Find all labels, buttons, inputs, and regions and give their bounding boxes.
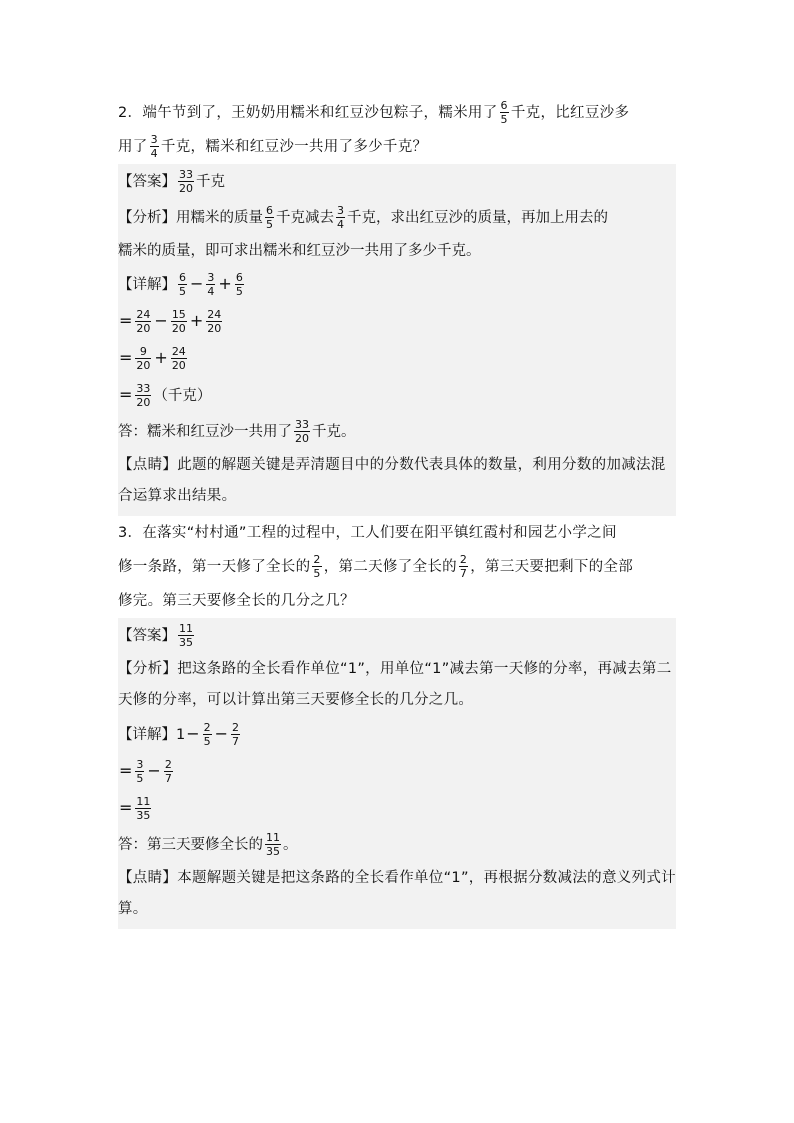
fraction [203, 721, 212, 748]
numerator: 33 [179, 167, 193, 181]
denominator: 5 [313, 566, 321, 580]
question-2-line-1 [118, 96, 676, 130]
denominator: 35 [136, 808, 151, 822]
comment-text: 本题解题关键是把这条路的全长看作单位“1”，再根据分数减法的意义列式计算。 [118, 870, 676, 917]
analysis-tag: 【分析】 [118, 661, 178, 677]
question-text: 千克，糯米和红豆沙一共用了多少千克？ [160, 139, 428, 155]
fraction [171, 345, 187, 372]
comment-tag: 【点睛】 [118, 457, 178, 473]
number-one: 1 [176, 727, 186, 743]
equals-sign: = [119, 348, 133, 367]
solution-block-q3 [118, 618, 676, 929]
denominator: 5 [235, 284, 243, 298]
denominator: 7 [459, 566, 468, 580]
fraction [231, 721, 240, 748]
numerator: 3 [337, 203, 344, 217]
minus-sign: − [190, 274, 204, 293]
question-text: 修一条路，第一天修了全长的 [118, 559, 311, 575]
minus-sign: − [147, 761, 161, 780]
equals-sign: = [119, 798, 133, 817]
numerator: 9 [139, 344, 147, 358]
detail-step-1 [118, 716, 676, 753]
analysis-row [118, 654, 676, 716]
numerator: 2 [164, 757, 172, 771]
denominator: 35 [266, 844, 280, 858]
question-text: 千克，比红豆沙多 [510, 105, 630, 121]
answer-row [118, 164, 676, 200]
detail-step-2 [118, 753, 676, 790]
numerator: 2 [203, 720, 211, 734]
denominator: 7 [232, 734, 240, 748]
fraction [206, 271, 215, 298]
numerator: 11 [179, 621, 193, 635]
fraction [135, 382, 151, 409]
numerator: 6 [266, 203, 273, 217]
detail-step-3 [118, 790, 676, 827]
comment-tag: 【点睛】 [118, 870, 178, 886]
comment-text: 此题的解题关键是弄清题目中的分数代表具体的数量，利用分数的加减法混合运算求出结果。 [118, 457, 666, 504]
analysis-row-2 [118, 236, 676, 266]
equals-sign: = [119, 385, 133, 404]
numerator: 3 [136, 757, 144, 771]
answer-unit: 千克 [196, 174, 225, 190]
fraction [135, 758, 144, 785]
question-3-line-2 [118, 550, 676, 584]
denominator: 20 [179, 181, 193, 195]
denominator: 20 [171, 358, 186, 372]
fraction [178, 622, 194, 649]
fraction [178, 168, 194, 195]
comment-row [118, 450, 676, 512]
minus-sign: − [186, 724, 200, 743]
fraction [135, 345, 151, 372]
plus-sign: + [154, 348, 168, 367]
fraction [164, 758, 173, 785]
fraction [206, 308, 222, 335]
numerator: 6 [179, 270, 186, 284]
numerator: 15 [171, 307, 186, 321]
denominator: 4 [337, 217, 344, 231]
numerator: 2 [459, 552, 468, 566]
denominator: 4 [207, 284, 215, 298]
denominator: 20 [136, 395, 151, 409]
denominator: 5 [266, 217, 273, 231]
unit-text: （千克） [153, 388, 212, 404]
analysis-text: 用糯米的质量 [176, 210, 263, 226]
numerator: 33 [136, 381, 151, 395]
denominator: 35 [179, 635, 193, 649]
fraction [235, 271, 244, 298]
fraction [294, 418, 310, 445]
plus-sign: + [218, 274, 232, 293]
fraction [171, 308, 187, 335]
fraction [312, 553, 321, 580]
reply-text: 。 [283, 837, 298, 853]
question-text: 2．端午节到了，王奶奶用糯米和红豆沙包粽子，糯米用了 [118, 105, 498, 121]
question-3-line-3 [118, 584, 676, 618]
detail-step-4 [118, 377, 676, 414]
numerator: 6 [500, 98, 508, 112]
detail-tag: 【详解】 [118, 277, 176, 293]
fraction [135, 308, 151, 335]
denominator: 7 [164, 771, 172, 785]
numerator: 24 [171, 344, 186, 358]
equals-sign: = [119, 311, 133, 330]
denominator: 20 [136, 321, 151, 335]
question-text: 用了 [118, 139, 148, 155]
equals-sign: = [119, 761, 133, 780]
fraction [265, 204, 274, 231]
question-text: 修完。第三天要修全长的几分之几？ [118, 593, 355, 609]
denominator: 20 [136, 358, 151, 372]
question-2-line-2 [118, 130, 676, 164]
fraction [500, 99, 509, 126]
denominator: 5 [203, 734, 211, 748]
comment-row [118, 863, 676, 925]
plus-sign: + [189, 311, 204, 330]
detail-step-3 [118, 340, 676, 377]
numerator: 2 [313, 552, 321, 566]
numerator: 24 [136, 307, 151, 321]
numerator: 3 [207, 270, 215, 284]
detail-tag: 【详解】 [118, 727, 176, 743]
question-text: ，第三天要把剩下的全部 [470, 559, 634, 575]
analysis-row [118, 200, 676, 236]
question-text: 3．在落实“村村通”工程的过程中，工人们要在阳平镇红霞村和园艺小学之间 [118, 525, 617, 541]
denominator: 20 [207, 321, 222, 335]
reply-text: 答：第三天要修全长的 [118, 837, 263, 853]
denominator: 4 [150, 146, 158, 160]
reply-row [118, 827, 676, 863]
fraction [150, 133, 159, 160]
document-content [118, 96, 676, 929]
analysis-text: 千克，求出红豆沙的质量，再加上用去的 [347, 210, 608, 226]
reply-row [118, 414, 676, 450]
reply-text: 千克。 [312, 424, 356, 440]
reply-text: 答：糯米和红豆沙一共用了 [118, 424, 292, 440]
numerator: 3 [150, 132, 158, 146]
denominator: 5 [500, 112, 508, 126]
numerator: 24 [207, 307, 222, 321]
fraction [459, 553, 468, 580]
answer-row [118, 618, 676, 654]
question-2 [118, 96, 676, 164]
solution-block-q2 [118, 164, 676, 516]
detail-step-1 [118, 266, 676, 303]
analysis-text: 把这条路的全长看作单位“1”，用单位“1”减去第一天修的分率，再减去第二天修的分率，可以计算出第三天要修全长的几分之几。 [118, 661, 672, 708]
minus-sign: − [154, 311, 168, 330]
numerator: 11 [266, 830, 280, 844]
analysis-text: 千克减去 [276, 210, 334, 226]
fraction [178, 271, 187, 298]
question-3 [118, 516, 676, 618]
numerator: 11 [136, 794, 151, 808]
analysis-text: 糯米的质量，即可求出糯米和红豆沙一共用了多少千克。 [118, 243, 481, 259]
denominator: 20 [171, 321, 186, 335]
fraction [265, 831, 281, 858]
numerator: 2 [232, 720, 240, 734]
question-3-line-1 [118, 516, 676, 550]
denominator: 5 [136, 771, 144, 785]
fraction [135, 795, 151, 822]
numerator: 33 [295, 417, 309, 431]
question-text: ，第二天修了全长的 [323, 559, 457, 575]
minus-sign: − [214, 724, 229, 743]
fraction [336, 204, 345, 231]
numerator: 6 [235, 270, 243, 284]
analysis-tag: 【分析】 [118, 210, 176, 226]
detail-step-2 [118, 303, 676, 340]
answer-tag: 【答案】 [118, 628, 176, 644]
denominator: 5 [179, 284, 186, 298]
denominator: 20 [295, 431, 309, 445]
answer-tag: 【答案】 [118, 174, 176, 190]
